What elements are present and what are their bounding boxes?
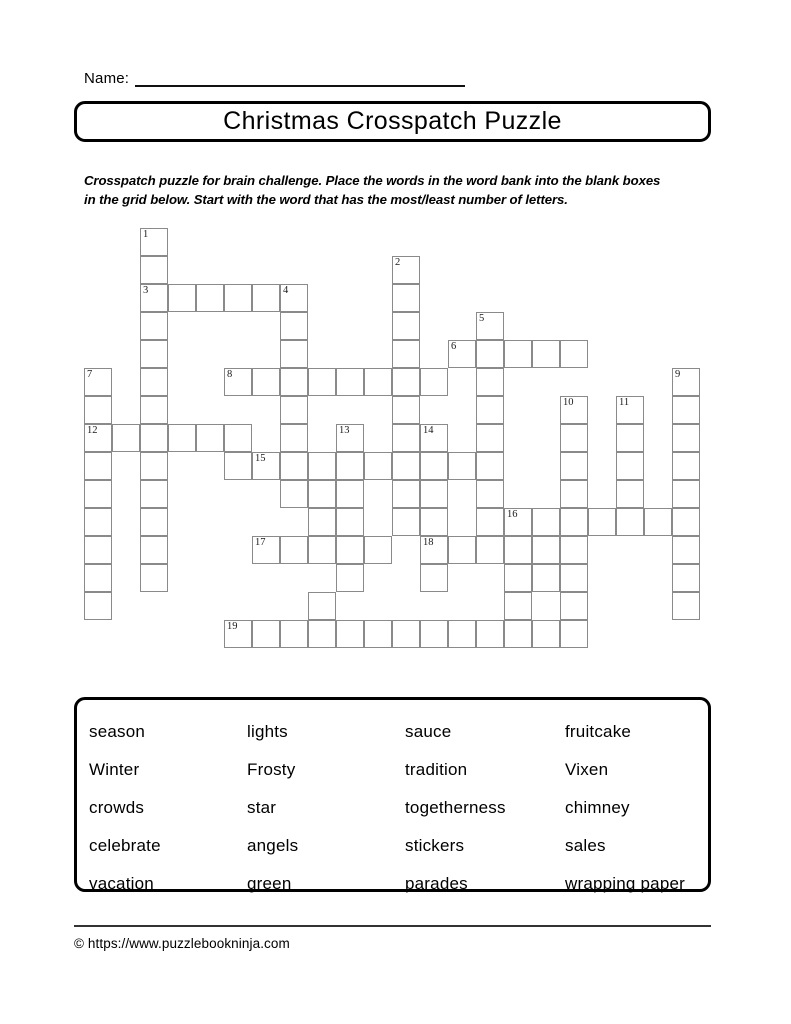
grid-cell[interactable] [336,480,364,508]
grid-cell[interactable] [560,480,588,508]
name-input-line[interactable] [135,72,465,87]
grid-cell[interactable] [672,424,700,452]
grid-cell[interactable] [476,340,504,368]
grid-cell[interactable] [392,396,420,424]
grid-cell[interactable] [140,312,168,340]
word-bank-item[interactable]: chimney [565,798,630,817]
grid-cell[interactable] [364,452,392,480]
grid-cell[interactable] [336,368,364,396]
word-bank-item[interactable]: season [89,722,146,741]
grid-cell[interactable] [364,620,392,648]
grid-cell[interactable] [280,340,308,368]
grid-cell[interactable] [420,536,448,564]
grid-cell[interactable] [504,508,532,536]
grid-cell[interactable] [560,564,588,592]
grid-cell[interactable] [532,536,560,564]
grid-cell[interactable] [392,452,420,480]
word-bank-item[interactable]: wrapping paper [565,874,685,893]
grid-cell[interactable] [392,256,420,284]
instructions-text: Crosspatch puzzle for brain challenge. Place the words in the word bank into the blank boxes in the grid below. Start with the word that has the most/least number of letters. [84,173,661,208]
grid-cell[interactable] [280,312,308,340]
grid-cell[interactable] [476,312,504,340]
grid-cell[interactable] [560,592,588,620]
grid-clue-number: 9 [675,369,681,380]
grid-cell[interactable] [448,620,476,648]
grid-cell[interactable] [420,424,448,452]
word-bank-item[interactable]: crowds [89,798,145,817]
grid-cell[interactable] [448,536,476,564]
grid-cell[interactable] [616,508,644,536]
grid-cell[interactable] [84,508,112,536]
grid-clue-number: 1 [143,229,149,240]
grid-cell[interactable] [560,340,588,368]
grid-cell[interactable] [672,480,700,508]
grid-cell[interactable] [336,424,364,452]
grid-cell[interactable] [168,424,196,452]
grid-cell[interactable] [532,508,560,536]
grid-cell[interactable] [560,452,588,480]
grid-cell[interactable] [84,368,112,396]
grid-cell[interactable] [252,452,280,480]
grid-cell[interactable] [140,396,168,424]
grid-cell[interactable] [168,284,196,312]
grid-cell[interactable] [616,452,644,480]
grid-cell[interactable] [224,368,252,396]
grid-cell[interactable] [280,536,308,564]
grid-cell[interactable] [420,508,448,536]
word-bank-list [77,713,708,903]
grid-cell[interactable] [476,452,504,480]
grid-cell[interactable] [392,368,420,396]
grid-cell[interactable] [392,480,420,508]
grid-cell[interactable] [224,620,252,648]
grid-cell[interactable] [140,424,168,452]
grid-cell[interactable] [252,620,280,648]
grid-cell[interactable] [140,256,168,284]
grid-cell[interactable] [448,452,476,480]
grid-cell[interactable] [504,592,532,620]
grid-cell[interactable] [224,424,252,452]
grid-cell[interactable] [140,508,168,536]
grid-cell[interactable] [364,368,392,396]
word-bank-item[interactable]: vacation [89,874,154,893]
grid-cell[interactable] [476,396,504,424]
grid-cell[interactable] [476,508,504,536]
grid-cell[interactable] [392,312,420,340]
grid-cell[interactable] [672,564,700,592]
grid-cell[interactable] [84,424,112,452]
grid-clue-number: 6 [451,341,457,352]
grid-clue-number: 14 [423,425,434,436]
grid-cell[interactable] [532,340,560,368]
grid-cell[interactable] [532,564,560,592]
grid-cell[interactable] [140,536,168,564]
grid-cell[interactable] [392,340,420,368]
grid-cell[interactable] [336,620,364,648]
word-bank-item[interactable]: angels [247,836,299,855]
grid-clue-number: 2 [395,257,401,268]
word-bank-item[interactable]: lights [247,722,288,741]
grid-cell[interactable] [84,480,112,508]
word-bank-item[interactable]: celebrate [89,836,161,855]
grid-cell[interactable] [196,424,224,452]
word-bank-item[interactable]: Vixen [565,760,609,779]
grid-cell[interactable] [140,228,168,256]
grid-cell[interactable] [392,620,420,648]
grid-cell[interactable] [672,508,700,536]
grid-cell[interactable] [280,368,308,396]
grid-cell[interactable] [308,368,336,396]
word-bank-item[interactable]: stickers [405,836,465,855]
grid-cell[interactable] [140,284,168,312]
name-row [84,70,465,87]
grid-cell[interactable] [476,480,504,508]
word-bank-item[interactable]: fruitcake [565,722,632,741]
grid-cell[interactable] [308,480,336,508]
word-bank-item[interactable]: Winter [89,760,140,779]
grid-cell[interactable] [308,452,336,480]
word-bank-item[interactable]: sauce [405,722,452,741]
grid-clue-number: 12 [87,425,98,436]
grid-cell[interactable] [280,424,308,452]
grid-cell[interactable] [280,452,308,480]
grid-cell[interactable] [672,452,700,480]
grid-cell[interactable] [252,284,280,312]
grid-clue-number: 15 [255,453,266,464]
grid-cell[interactable] [140,340,168,368]
grid-cell[interactable] [616,480,644,508]
footer-credit: © https://www.puzzlebookninja.com [74,936,290,951]
grid-cell[interactable] [364,536,392,564]
grid-cell[interactable] [140,564,168,592]
grid-cell[interactable] [476,424,504,452]
grid-cell[interactable] [504,536,532,564]
grid-cell[interactable] [476,368,504,396]
grid-cell[interactable] [476,620,504,648]
grid-cell[interactable] [308,620,336,648]
grid-cell[interactable] [532,620,560,648]
word-bank-item[interactable]: parades [405,874,468,893]
grid-clue-number: 4 [283,285,289,296]
grid-cell[interactable] [560,620,588,648]
grid-cell[interactable] [560,424,588,452]
grid-cell[interactable] [280,284,308,312]
grid-cell[interactable] [392,424,420,452]
grid-cell[interactable] [644,508,672,536]
grid-cell[interactable] [616,424,644,452]
grid-cell[interactable] [336,536,364,564]
grid-cell[interactable] [420,480,448,508]
grid-cell[interactable] [252,368,280,396]
word-bank-item[interactable]: Frosty [247,760,296,779]
grid-cell[interactable] [308,536,336,564]
grid-clue-number: 16 [507,509,518,520]
grid-cell[interactable] [392,284,420,312]
name-label: Name: [84,70,130,87]
grid-clue-number: 17 [255,537,266,548]
grid-cell[interactable] [308,592,336,620]
word-bank-item[interactable]: tradition [405,760,468,779]
word-bank-item[interactable]: green [247,874,292,893]
grid-clue-number: 10 [563,397,574,408]
grid-cell[interactable] [420,620,448,648]
grid-cell[interactable] [448,340,476,368]
grid-cell[interactable] [308,508,336,536]
grid-cell[interactable] [336,452,364,480]
grid-cell[interactable] [504,340,532,368]
grid-clue-number: 7 [87,369,93,380]
grid-cell[interactable] [140,480,168,508]
grid-cell[interactable] [420,368,448,396]
grid-cell[interactable] [140,452,168,480]
grid-cell[interactable] [672,396,700,424]
grid-clue-number: 18 [423,537,434,548]
grid-cell[interactable] [84,564,112,592]
grid-cell[interactable] [420,564,448,592]
grid-clue-number: 13 [339,425,350,436]
word-bank-box [74,697,711,892]
footer-divider [74,925,711,927]
grid-cell[interactable] [504,620,532,648]
grid-clue-number: 5 [479,313,485,324]
grid-cell[interactable] [420,452,448,480]
grid-cell[interactable] [560,396,588,424]
grid-cell[interactable] [112,424,140,452]
grid-cell[interactable] [476,536,504,564]
grid-cell[interactable] [84,536,112,564]
grid-cell[interactable] [84,396,112,424]
grid-cell[interactable] [224,452,252,480]
word-bank-item[interactable]: sales [565,836,606,855]
grid-cell[interactable] [616,396,644,424]
grid-cell[interactable] [280,620,308,648]
grid-cell[interactable] [280,396,308,424]
grid-clue-number: 11 [619,397,630,408]
grid-clue-number: 8 [227,369,233,380]
grid-cell[interactable] [560,508,588,536]
grid-clue-number: 19 [227,621,238,632]
grid-cell[interactable] [504,564,532,592]
grid-cell[interactable] [336,508,364,536]
grid-cell[interactable] [196,284,224,312]
grid-cell[interactable] [392,508,420,536]
grid-cell[interactable] [140,368,168,396]
grid-clue-number: 3 [143,285,149,296]
word-bank-item[interactable]: star [247,798,277,817]
grid-cell[interactable] [84,452,112,480]
page-title: Christmas Crosspatch Puzzle [223,107,562,135]
grid-cell[interactable] [84,592,112,620]
grid-cell[interactable] [672,592,700,620]
grid-cell[interactable] [588,508,616,536]
grid-cell[interactable] [224,284,252,312]
grid-cell[interactable] [672,536,700,564]
grid-cell[interactable] [336,564,364,592]
grid-cell[interactable] [560,536,588,564]
grid-cell[interactable] [672,368,700,396]
grid-cell[interactable] [252,536,280,564]
title-box [74,101,711,142]
grid-cell[interactable] [280,480,308,508]
word-bank-item[interactable]: togetherness [405,798,506,817]
